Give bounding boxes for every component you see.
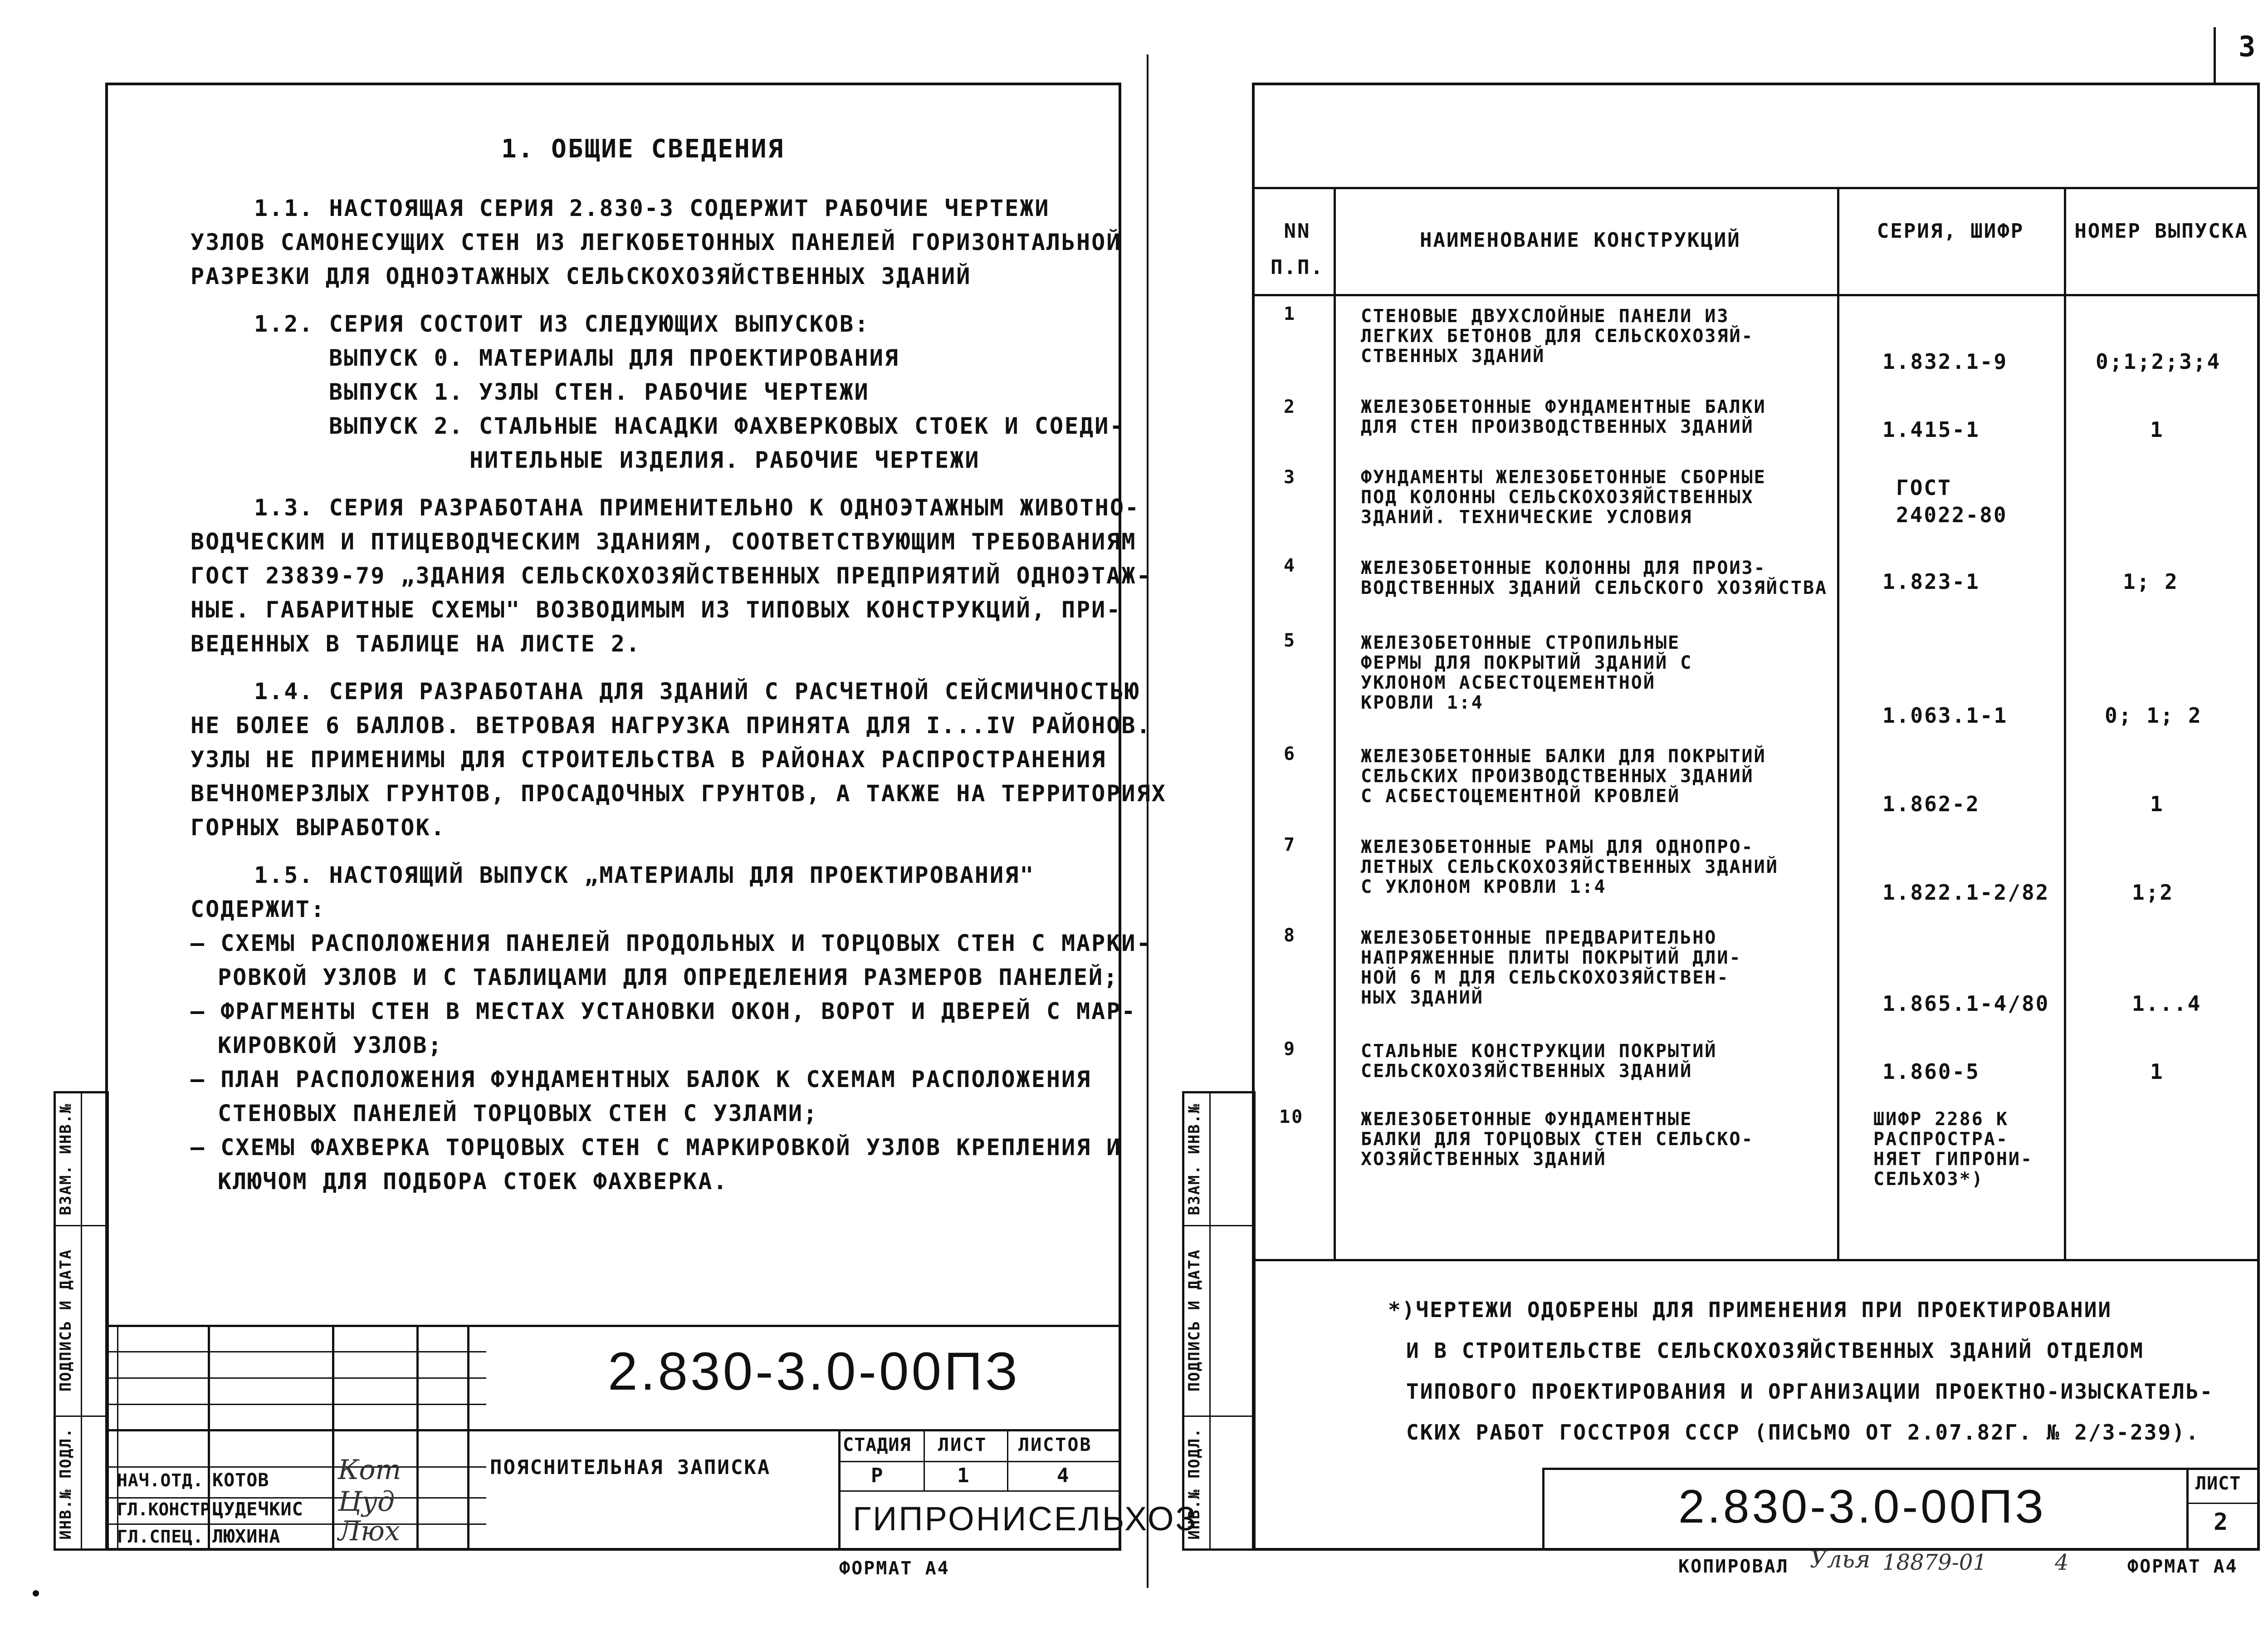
footnote-line: И В СТРОИТЕЛЬСТВЕ СЕЛЬСКОХОЗЯЙСТВЕННЫХ ЗДАНИЙ ОТДЕЛОМ — [1406, 1338, 2144, 1363]
body-line: ГОРНЫХ ВЫРАБОТОК. — [191, 814, 446, 841]
left-side-label-replace: ВЗАМ. ИНВ.№ — [57, 1103, 75, 1215]
row-issue: 1 — [2150, 792, 2164, 816]
body-line: НЫЕ. ГАБАРИТНЫЕ СХЕМЫ" ВОЗВОДИМЫМ ИЗ ТИПОВЫХ КОНСТРУКЦИЙ, ПРИ- — [191, 597, 1122, 623]
header-name: НАИМЕНОВАНИЕ КОНСТРУКЦИЙ — [1420, 229, 1741, 252]
fold-line — [1147, 54, 1149, 1588]
sheets-header: ЛИСТОВ — [1018, 1435, 1092, 1455]
left-doc-title: ПОЯСНИТЕЛЬНАЯ ЗАПИСКА — [490, 1456, 771, 1479]
row-series: 1.860-5 — [1882, 1059, 1980, 1084]
row-number: 4 — [1284, 555, 1296, 576]
stage-value: Р — [871, 1464, 885, 1487]
right-sheet-frame — [1252, 83, 2260, 1551]
order-number: 18879-01 — [1882, 1550, 1987, 1575]
body-line: РОВКОЙ УЗЛОВ И С ТАБЛИЦАМИ ДЛЯ ОПРЕДЕЛЕНИЯ РАЗМЕРОВ ПАНЕЛЕЙ; — [218, 964, 1119, 990]
role-chief-engineer: ГЛ.КОНСТР. — [117, 1499, 221, 1519]
body-line: – ФРАГМЕНТЫ СТЕН В МЕСТАХ УСТАНОВКИ ОКОН, ВОРОТ И ДВЕРЕЙ С МАР- — [191, 998, 1137, 1024]
body-line: 1.4. СЕРИЯ РАЗРАБОТАНА ДЛЯ ЗДАНИЙ С РАСЧЕТНОЙ СЕЙСМИЧНОСТЬЮ — [254, 678, 1140, 705]
row-number: 10 — [1279, 1107, 1304, 1127]
row-series: 1.865.1-4/80 — [1882, 991, 2050, 1016]
row-name: СТЕНОВЫЕ ДВУХСЛОЙНЫЕ ПАНЕЛИ ИЗ ЛЕГКИХ БЕТОНОВ ДЛЯ СЕЛЬСКОХОЗЯЙ- СТВЕННЫХ ЗДАНИЙ — [1361, 306, 1754, 367]
row-issue: 1;2 — [2132, 880, 2174, 905]
left-doc-code: 2.830-3.0-00ПЗ — [608, 1342, 1021, 1401]
right-doc-code: 2.830-3.0-00ПЗ — [1678, 1480, 2047, 1533]
row-series: 1.823-1 — [1882, 569, 1980, 594]
row-issue: 1 — [2150, 1059, 2164, 1084]
right-sheet-value: 2 — [2214, 1509, 2229, 1536]
body-line: 1.5. НАСТОЯЩИЙ ВЫПУСК „МАТЕРИАЛЫ ДЛЯ ПРОЕКТИРОВАНИЯ" — [254, 862, 1035, 888]
row-issue: 0; 1; 2 — [2105, 703, 2202, 728]
header-number: NN П.П. — [1271, 220, 1324, 279]
name-lyukhina: ЛЮХИНА — [212, 1526, 281, 1547]
row-name: ЖЕЛЕЗОБЕТОННЫЕ РАМЫ ДЛЯ ОДНОПРО- ЛЕТНЫХ СЕЛЬСКОХОЗЯЙСТВЕННЫХ ЗДАНИЙ С УКЛОНОМ КРОВЛИ 1:4 — [1361, 837, 1779, 897]
row-number: 7 — [1284, 834, 1296, 855]
row-series: ШИФР 2286 К РАСПРОСТРА- НЯЕТ ГИПРОНИ- СЕЛЬХОЗ*) — [1873, 1109, 2033, 1190]
stage-header: СТАДИЯ — [843, 1435, 911, 1455]
row-series: 1.822.1-2/82 — [1882, 880, 2050, 905]
body-line: 1.1. НАСТОЯЩАЯ СЕРИЯ 2.830-3 СОДЕРЖИТ РАБОЧИЕ ЧЕРТЕЖИ — [254, 195, 1050, 221]
body-line: НИТЕЛЬНЫЕ ИЗДЕЛИЯ. РАБОЧИЕ ЧЕРТЕЖИ — [469, 447, 980, 473]
row-series: 1.832.1-9 — [1882, 349, 2008, 374]
footnote-line: СКИХ РАБОТ ГОССТРОЯ СССР (ПИСЬМО ОТ 2.07.82Г. № 2/3-239). — [1406, 1420, 2200, 1445]
body-line: ВЕЧНОМЕРЗЛЫХ ГРУНТОВ, ПРОСАДОЧНЫХ ГРУНТОВ, А ТАКЖЕ НА ТЕРРИТОРИЯХ — [191, 780, 1167, 807]
left-side-label-signature: ПОДПИСЬ И ДАТА — [57, 1249, 75, 1392]
body-line: ВЫПУСК 1. УЗЛЫ СТЕН. РАБОЧИЕ ЧЕРТЕЖИ — [329, 379, 870, 405]
row-number: 6 — [1284, 744, 1296, 764]
row-name: СТАЛЬНЫЕ КОНСТРУКЦИИ ПОКРЫТИЙ СЕЛЬСКОХОЗЯЙСТВЕННЫХ ЗДАНИЙ — [1361, 1041, 1717, 1082]
body-line: ГОСТ 23839-79 „ЗДАНИЯ СЕЛЬСКОХОЗЯЙСТВЕННЫХ ПРЕДПРИЯТИЙ ОДНОЭТАЖ- — [191, 563, 1152, 589]
sheets-value: 4 — [1057, 1464, 1070, 1487]
row-issue: 0;1;2;3;4 — [2096, 349, 2221, 374]
left-format: ФОРМАТ А4 — [839, 1558, 950, 1579]
name-kotov: КОТОВ — [212, 1470, 269, 1491]
right-sheet-label: ЛИСТ — [2195, 1473, 2241, 1494]
copied-label: КОПИРОВАЛ — [1678, 1556, 1789, 1577]
row-name: ЖЕЛЕЗОБЕТОННЫЕ СТРОПИЛЬНЫЕ ФЕРМЫ ДЛЯ ПОКРЫТИЙ ЗДАНИЙ С УКЛОНОМ АСБЕСТОЦЕМЕНТНОЙ КРОВЛИ 1:4 — [1361, 632, 1693, 713]
body-line: ВЫПУСК 2. СТАЛЬНЫЕ НАСАДКИ ФАХВЕРКОВЫХ СТОЕК И СОЕДИ- — [329, 413, 1125, 439]
left-side-label-inventory: ИНВ.№ ПОДЛ. — [57, 1427, 75, 1540]
row-number: 5 — [1284, 630, 1296, 651]
row-number: 1 — [1284, 304, 1296, 324]
row-number: 8 — [1284, 925, 1296, 946]
body-line: 1.2. СЕРИЯ СОСТОИТ ИЗ СЛЕДУЮЩИХ ВЫПУСКОВ: — [254, 311, 870, 337]
signature: Кот — [338, 1454, 401, 1486]
name-tsudechkis: ЦУДЕЧКИС — [212, 1499, 303, 1520]
body-line: РАЗРЕЗКИ ДЛЯ ОДНОЭТАЖНЫХ СЕЛЬСКОХОЗЯЙСТВЕННЫХ ЗДАНИЙ — [191, 263, 972, 289]
signature: Цуд — [338, 1486, 395, 1518]
row-name: ЖЕЛЕЗОБЕТОННЫЕ ФУНДАМЕНТНЫЕ БАЛКИ ДЛЯ ТОРЦОВЫХ СТЕН СЕЛЬСКО- ХОЗЯЙСТВЕННЫХ ЗДАНИЙ — [1361, 1109, 1754, 1170]
footnote-line: *)ЧЕРТЕЖИ ОДОБРЕНЫ ДЛЯ ПРИМЕНЕНИЯ ПРИ ПРОЕКТИРОВАНИИ — [1388, 1298, 2112, 1322]
body-line: ВОДЧЕСКИМ И ПТИЦЕВОДЧЕСКИМ ЗДАНИЯМ, СООТВЕТСТВУЮЩИМ ТРЕБОВАНИЯМ — [191, 529, 1137, 555]
body-line: КЛЮЧОМ ДЛЯ ПОДБОРА СТОЕК ФАХВЕРКА. — [218, 1168, 728, 1195]
row-series: 1.063.1-1 — [1882, 703, 2008, 728]
footnote-line: ТИПОВОГО ПРОЕКТИРОВАНИЯ И ОРГАНИЗАЦИИ ПРОЕКТНО-ИЗЫСКАТЕЛЬ- — [1406, 1379, 2214, 1404]
right-side-label-inventory: ИНВ.№ ПОДЛ. — [1185, 1427, 1203, 1540]
right-side-label-signature: ПОДПИСЬ И ДАТА — [1185, 1249, 1203, 1392]
page-number: 3 — [2239, 30, 2257, 63]
body-line: НЕ БОЛЕЕ 6 БАЛЛОВ. ВЕТРОВАЯ НАГРУЗКА ПРИНЯТА ДЛЯ I...IV РАЙОНОВ. — [191, 712, 1152, 739]
body-line: СТЕНОВЫХ ПАНЕЛЕЙ ТОРЦОВЫХ СТЕН С УЗЛАМИ; — [218, 1100, 819, 1127]
sheet-header: ЛИСТ — [938, 1435, 987, 1455]
right-format: ФОРМАТ А4 — [2127, 1556, 2238, 1577]
row-name: ЖЕЛЕЗОБЕТОННЫЕ БАЛКИ ДЛЯ ПОКРЫТИЙ СЕЛЬСКИХ ПРОИЗВОДСТВЕННЫХ ЗДАНИЙ С АСБЕСТОЦЕМЕНТНОЙ КРОВЛЕЙ — [1361, 746, 1766, 807]
sheet-value: 1 — [957, 1464, 971, 1487]
row-issue: 1; 2 — [2123, 569, 2179, 594]
body-line: ВЕДЕННЫХ В ТАБЛИЦЕ НА ЛИСТЕ 2. — [191, 631, 641, 657]
row-name: ФУНДАМЕНТЫ ЖЕЛЕЗОБЕТОННЫЕ СБОРНЫЕ ПОД КОЛОННЫ СЕЛЬСКОХОЗЯЙСТВЕННЫХ ЗДАНИЙ. ТЕХНИЧЕСКИЕ УСЛОВИЯ — [1361, 467, 1766, 528]
left-heading: 1. ОБЩИЕ СВЕДЕНИЯ — [501, 134, 785, 164]
right-side-label-replace: ВЗАМ. ИНВ.№ — [1185, 1103, 1203, 1215]
body-line: – СХЕМЫ РАСПОЛОЖЕНИЯ ПАНЕЛЕЙ ПРОДОЛЬНЫХ И ТОРЦОВЫХ СТЕН С МАРКИ- — [191, 930, 1152, 956]
body-line: УЗЛОВ САМОНЕСУЩИХ СТЕН ИЗ ЛЕГКОБЕТОННЫХ ПАНЕЛЕЙ ГОРИЗОНТАЛЬНОЙ — [191, 229, 1122, 255]
row-series: 1.862-2 — [1882, 792, 1980, 816]
row-issue: 1...4 — [2132, 991, 2202, 1016]
header-series: СЕРИЯ, ШИФР — [1877, 220, 2024, 243]
body-line: – ПЛАН РАСПОЛОЖЕНИЯ ФУНДАМЕНТНЫХ БАЛОК К СХЕМАМ РАСПОЛОЖЕНИЯ — [191, 1066, 1092, 1092]
body-line: 1.3. СЕРИЯ РАЗРАБОТАНА ПРИМЕНИТЕЛЬНО К ОДНОЭТАЖНЫМ ЖИВОТНО- — [254, 495, 1140, 521]
row-series: 1.415-1 — [1882, 417, 1980, 442]
copier-signature: Улья — [1810, 1546, 1871, 1573]
row-number: 2 — [1284, 397, 1296, 417]
row-series: ГОСТ 24022-80 — [1896, 475, 2008, 527]
row-name: ЖЕЛЕЗОБЕТОННЫЕ ФУНДАМЕНТНЫЕ БАЛКИ ДЛЯ СТЕН ПРОИЗВОДСТВЕННЫХ ЗДАНИЙ — [1361, 397, 1766, 437]
row-issue: 1 — [2150, 417, 2164, 442]
signature: Люх — [338, 1515, 400, 1547]
page-number-divider — [2214, 27, 2216, 84]
body-line: ВЫПУСК 0. МАТЕРИАЛЫ ДЛЯ ПРОЕКТИРОВАНИЯ — [329, 345, 899, 371]
body-line: УЗЛЫ НЕ ПРИМЕНИМЫ ДЛЯ СТРОИТЕЛЬСТВА В РАЙОНАХ РАСПРОСТРАНЕНИЯ — [191, 746, 1107, 773]
header-issue: НОМЕР ВЫПУСКА — [2074, 220, 2248, 243]
organization-name: ГИПРОНИСЕЛЬХОЗ — [853, 1500, 1198, 1538]
row-number: 9 — [1284, 1038, 1296, 1059]
role-head: НАЧ.ОТД. — [117, 1470, 204, 1490]
role-chief-specialist: ГЛ.СПЕЦ. — [117, 1527, 204, 1547]
body-line: СОДЕРЖИТ: — [191, 896, 326, 922]
body-line: КИРОВКОЙ УЗЛОВ; — [218, 1032, 443, 1058]
row-name: ЖЕЛЕЗОБЕТОННЫЕ ПРЕДВАРИТЕЛЬНО НАПРЯЖЕННЫЕ ПЛИТЫ ПОКРЫТИЙ ДЛИ- НОЙ 6 М ДЛЯ СЕЛЬСКОХОЗЯЙСТВЕН- НЫХ ЗДАНИЙ — [1361, 927, 1742, 1008]
row-number: 3 — [1284, 467, 1296, 488]
page-dot — [33, 1590, 39, 1597]
row-name: ЖЕЛЕЗОБЕТОННЫЕ КОЛОННЫ ДЛЯ ПРОИЗ- ВОДСТВЕННЫХ ЗДАНИЙ СЕЛЬСКОГО ХОЗЯЙСТВА — [1361, 558, 1828, 598]
body-line: – СХЕМЫ ФАХВЕРКА ТОРЦОВЫХ СТЕН С МАРКИРОВКОЙ УЗЛОВ КРЕПЛЕНИЯ И — [191, 1134, 1122, 1161]
small-page-number: 4 — [2055, 1550, 2069, 1575]
